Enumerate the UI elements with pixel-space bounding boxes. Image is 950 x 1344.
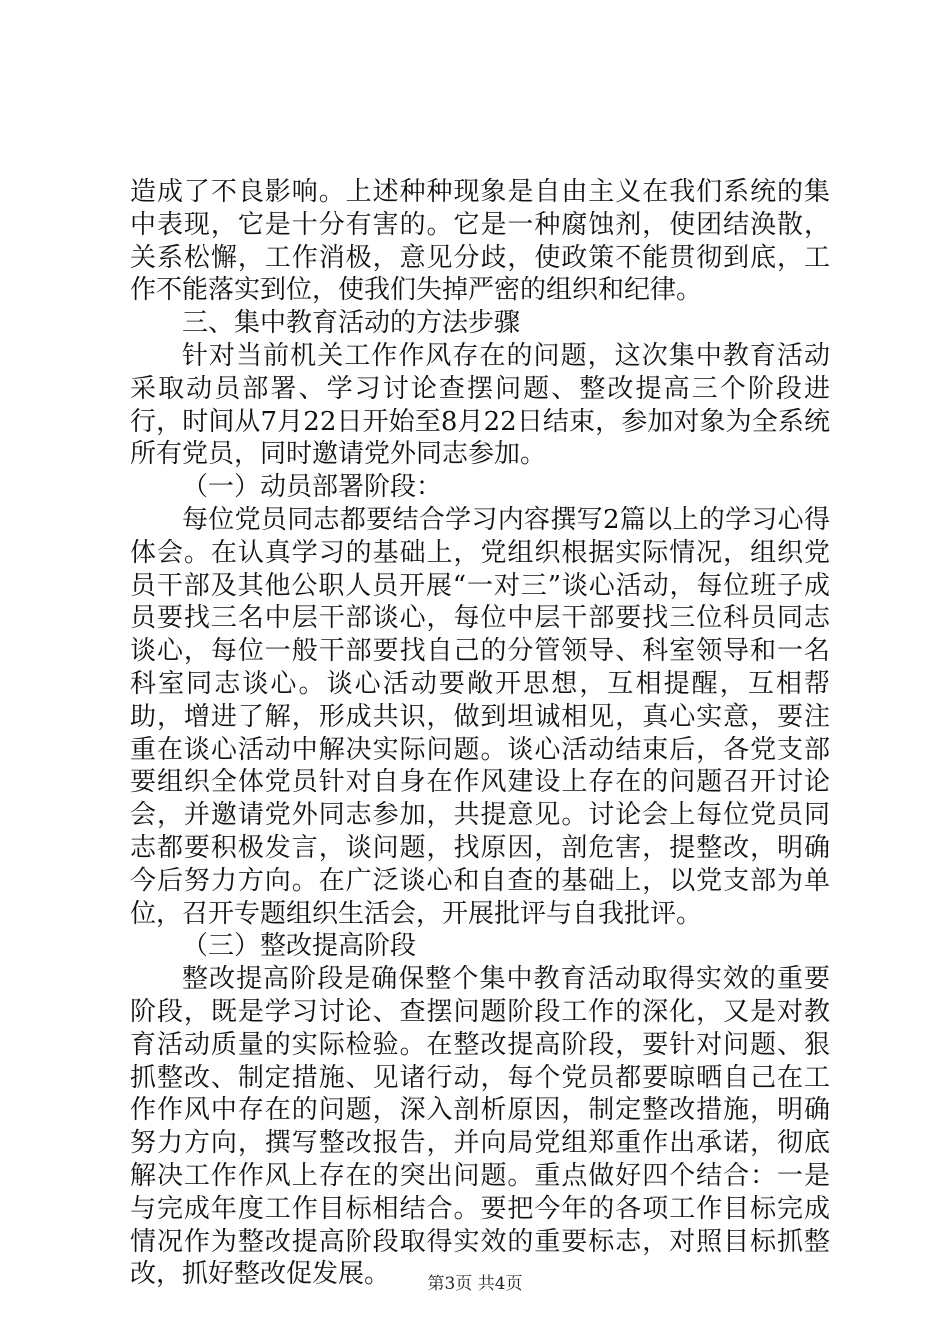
paragraph-1: 造成了不良影响。上述种种现象是自由主义在我们系统的集中表现，它是十分有害的。它是一种腐蚀剂，使团结涣散，关系松懈，工作消极，意见分歧，使政策不能贯彻到底，工作不能落实到位，使我们失掉严密的组织和纪律。 [130,177,830,306]
section-heading-methods: 三、集中教育活动的方法步骤 [182,308,521,339]
subheading-stage-one: （一）动员部署阶段： [182,472,443,503]
paragraph-4: 整改提高阶段是确保整个集中教育活动取得实效的重要阶段，既是学习讨论、查摆问题阶段工作的深化，又是对教育活动质量的实际检验。在整改提高阶段，要针对问题、狠抓整改、制定措施、见诸行动，每个党员都要晾晒自己在工作作风中存在的问题，深入剖析原因，制定整改措施，明确努力方向，撰写整改报告，并向局党组郑重作出承诺，彻底解决工作作风上存在的突出问题。重点做好四个结合：一是与完成年度工作目标相结合。要把今年的各项工作目标完成情况作为整改提高阶段取得实效的重要标志，对照目标抓整改，抓好整改促发展。 [130,964,830,1290]
paragraph-2: 针对当前机关工作作风存在的问题，这次集中教育活动采取动员部署、学习讨论查摆问题、整改提高三个阶段进行，时间从7月22日开始至8月22日结束，参加对象为全系统所有党员，同时邀请党外同志参加。 [130,340,830,470]
document-body [130,176,830,1291]
paragraph-3: 每位党员同志都要结合学习内容撰写2篇以上的学习心得体会。在认真学习的基础上，党组织根据实际情况，组织党员干部及其他公职人员开展“一对三”谈心活动，每位班子成员要找三名中层干部谈心，每位中层干部要找三位科员同志谈心，每位一般干部要找自己的分管领导、科室领导和一名科室同志谈心。谈心活动要敞开思想，互相提醒，互相帮助，增进了解，形成共识，做到坦诚相见，真心实意，要注重在谈心活动中解决实际问题。谈心活动结束后，各党支部要组织全体党员针对自身在作风建设上存在的问题召开讨论会，并邀请党外同志参加，共提意见。讨论会上每位党员同志都要积极发言，谈问题，找原因，剖危害，提整改，明确今后努力方向。在广泛谈心和自查的基础上，以党支部为单位，召开专题组织生活会，开展批评与自我批评。 [130,504,830,929]
subheading-stage-three: （三）整改提高阶段 [182,931,417,962]
page-number-footer: 第3页 共4页 [427,1274,523,1294]
